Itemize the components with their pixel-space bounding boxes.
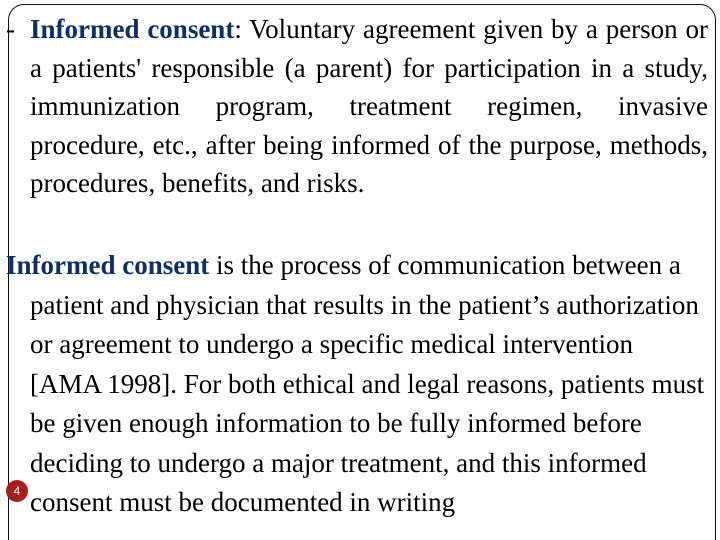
- slide-number-badge: 4: [6, 480, 28, 502]
- definition-paragraph: [6, 10, 708, 203]
- dash-bullet: -: [6, 14, 15, 44]
- definition-text: [30, 10, 708, 203]
- definition-body: : Voluntary agreement given by a person or a patients' responsible (a parent) for participation in a study, immunization program, treatment regimen, invasive procedure, etc., after being informed of the purpose, methods, procedures, benefits, and risks.: [30, 14, 708, 198]
- term-informed-consent-2: Informed consent: [6, 250, 210, 280]
- explanation-body: is the process of communication between a patient and physician that results in the patient’s authorization or agreement to undergo a specific medical intervention [AMA 1998]. For both ethical and legal reasons, patients must be given enough information to be fully informed before deciding to undergo a major treatment, and this informed consent must be documented in writing: [30, 250, 705, 517]
- term-informed-consent: Informed consent: [30, 14, 235, 44]
- explanation-paragraph: [6, 246, 706, 523]
